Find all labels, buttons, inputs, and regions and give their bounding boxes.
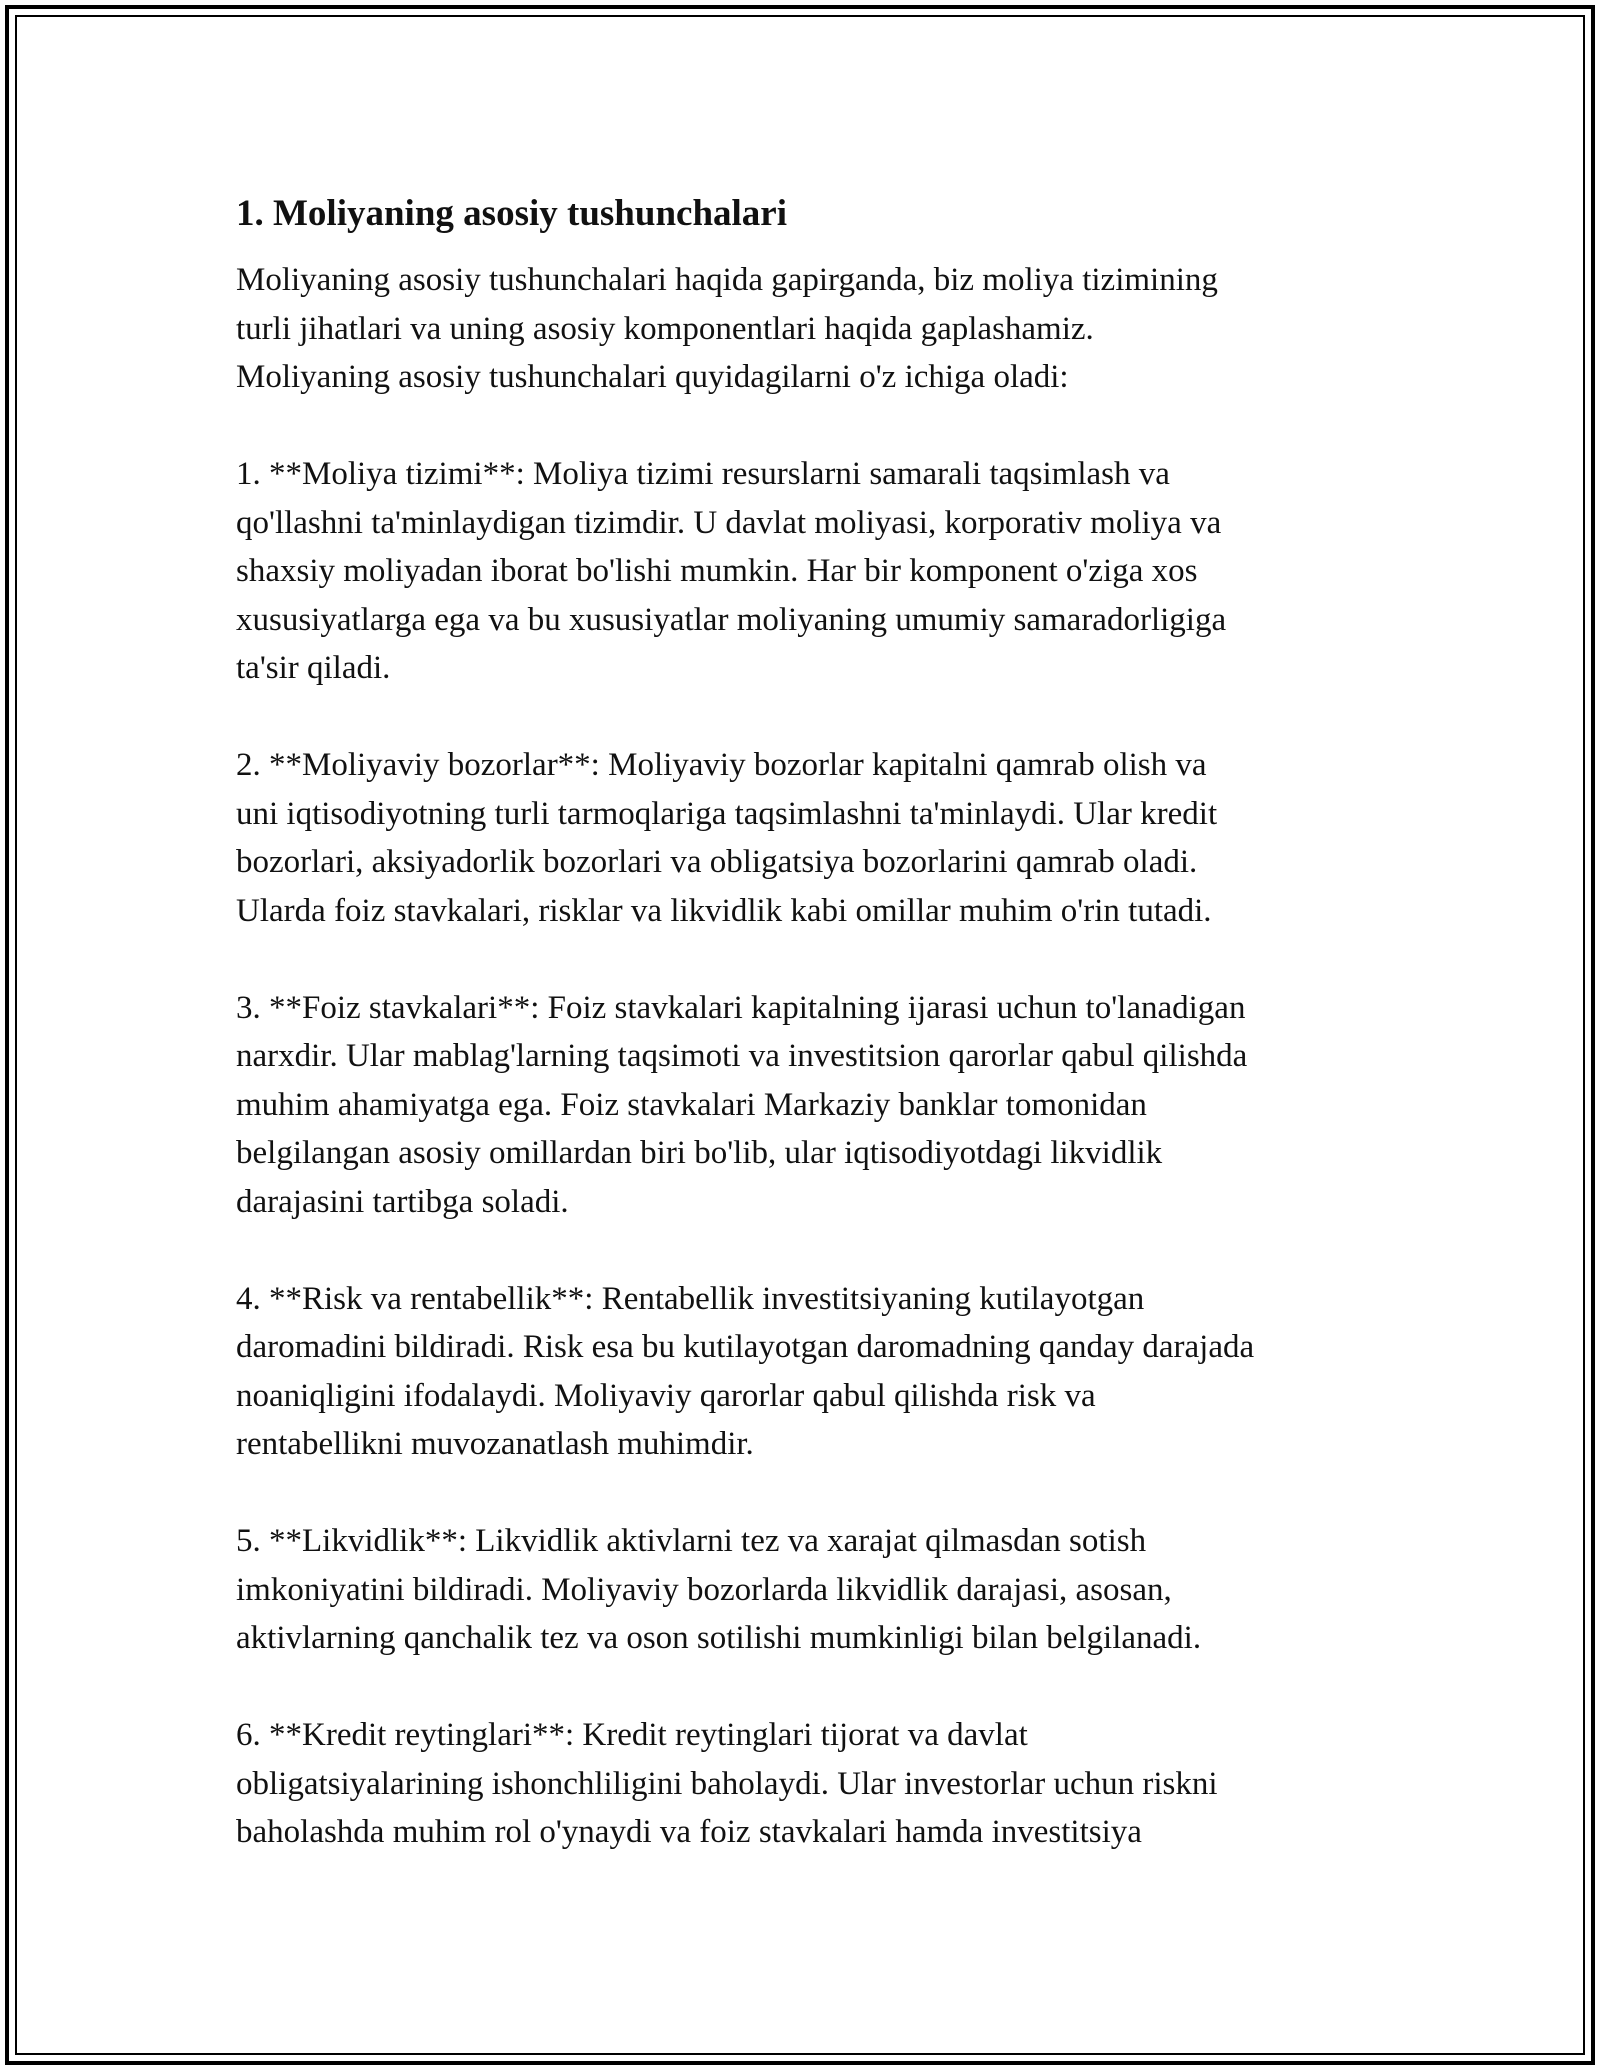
paragraph-moliya-tizimi: 1. **Moliya tizimi**: Moliya tizimi resurslarni samarali taqsimlash va qo'llashni ta'minlaydigan tizimdir. U davlat moliyasi, korporativ moliya va shaxsiy moliyadan iborat bo'lishi mumkin. Har bir komponent o'ziga xos xususiyatlarga ega va bu xususiyatlar moliyaning umumiy samaradorligiga ta'sir qiladi. — [236, 456, 1227, 686]
paragraph-moliyaviy-bozorlar: 2. **Moliyaviy bozorlar**: Moliyaviy bozorlar kapitalni qamrab olish va uni iqtisodiyotning turli tarmoqlariga taqsimlashni ta'minlaydi. Ular kredit bozorlari, aksiyadorlik bozorlari va obligatsiya bozorlarini qamrab oladi. Ularda foiz stavkalari, risklar va likvidlik kabi omillar muhim o'rin tutadi. — [236, 747, 1218, 929]
intro-paragraph: Moliyaning asosiy tushunchalari haqida gapirganda, biz moliya tizimining turli jihatlari va uning asosiy komponentlari haqida gaplashamiz. Moliyaning asosiy tushunchalari quyidagilarni o'z ichiga oladi: — [236, 262, 1218, 395]
paragraph-foiz-stavkalari: 3. **Foiz stavkalari**: Foiz stavkalari kapitalning ijarasi uchun to'lanadigan narxdir. Ular mablag'larning taqsimoti va investitsion qarorlar qabul qilishda muhim ahamiyatga ega. Foiz stavkalari Markaziy banklar tomonidan belgilangan asosiy omillardan biri bo'lib, ular iqtisodiyotdagi likvidlik darajasini tartibga soladi. — [236, 989, 1248, 1220]
paragraph-kredit-reytinglari: 6. **Kredit reytinglari**: Kredit reytinglari tijorat va davlat obligatsiyalarining ishonchliligini baholaydi. Ular investorlar uchun riskni baholashda muhim rol o'ynaydi va foiz stavkalari hamda investitsiya — [236, 1717, 1218, 1850]
paragraph-likvidlik: 5. **Likvidlik**: Likvidlik aktivlarni tez va xarajat qilmasdan sotish imkoniyatini bildiradi. Moliyaviy bozorlarda likvidlik darajasi, asosan, aktivlarning qanchalik tez va oson sotilishi mumkinligi bilan belgilanadi. — [236, 1523, 1202, 1656]
document-body — [236, 186, 1376, 1857]
section-heading: 1. Moliyaning asosiy tushunchalari — [236, 193, 788, 234]
paragraph-risk-va-rentabellik: 4. **Risk va rentabellik**: Rentabellik investitsiyaning kutilayotgan daromadini bildiradi. Risk esa bu kutilayotgan daromadning qanday darajada noaniqligini ifodalaydi. Moliyaviy qarorlar qabul qilishda risk va rentabellikni muvozanatlash muhimdir. — [236, 1280, 1255, 1462]
